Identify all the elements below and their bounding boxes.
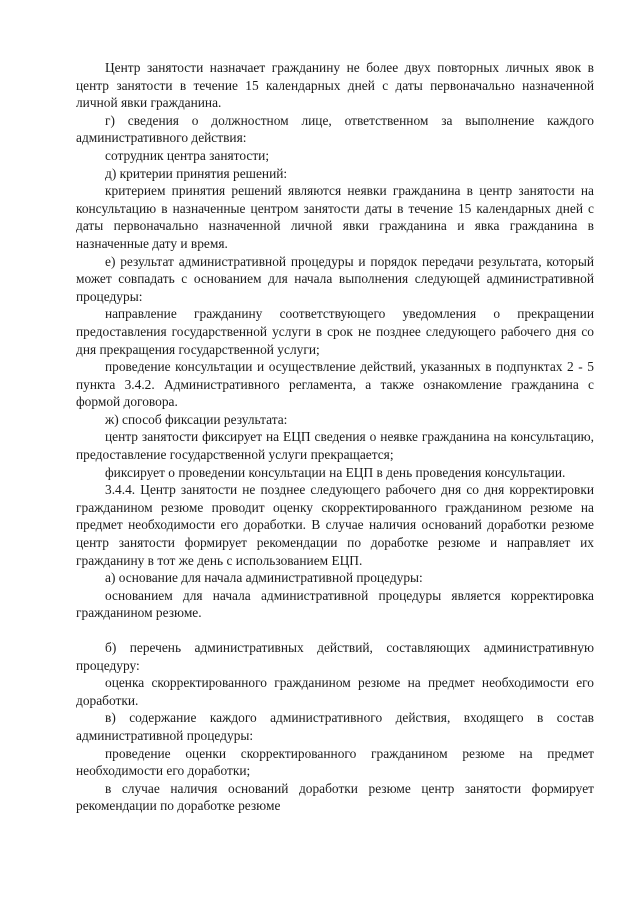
paragraph: г) сведения о должностном лице, ответственном за выполнение каждого административного действия: — [76, 112, 594, 146]
paragraph: д) критерии принятия решений: — [105, 165, 288, 181]
paragraph: б) перечень административных действий, составляющих административную процедуру: — [76, 640, 594, 673]
paragraph: центр занятости фиксирует на ЕЦП сведения о неявке гражданина на консультацию, предоставление государственной услуги прекращается; — [76, 429, 594, 463]
paragraph: критерием принятия решений являются неявки гражданина в центр занятости на консультацию в назначенные центром занятости даты в течение 15 календарных дней с даты первоначально назначенной личной явки гражданина и явка гражданина в назначенные дату и время. — [76, 183, 594, 251]
paragraph: е) результат административной процедуры и порядок передачи результата, который может совпадать с основанием для начала выполнения следующей административной процедуры: — [76, 253, 594, 304]
document-body — [76, 59, 594, 815]
paragraph: Центр занятости назначает гражданину не более двух повторных личных явок в центр занятости в течение 15 календарных дней с даты первоначально назначенной личной явки гражданина. — [76, 60, 594, 111]
paragraph: фиксирует о проведении консультации на ЕЦП в день проведения консультации. — [105, 464, 566, 480]
paragraph: 3.4.4. Центр занятости не позднее следующего рабочего дня со дня корректировки гражданином резюме проводит оценку скорректированного гражданином резюме на предмет необходимости его доработки. В случае наличия оснований доработки резюме центр занятости формирует рекомендации по доработке резюме и направляет их гражданину в тот же день с использованием ЕЦП. — [76, 482, 594, 568]
paragraph: направление гражданину соответствующего уведомления о прекращении предоставления государственной услуги в срок не позднее следующего рабочего дня со дня прекращения государственной услуги; — [76, 306, 594, 357]
paragraph: проведение оценки скорректированного гражданином резюме на предмет необходимости его доработки; — [76, 745, 594, 779]
paragraph: а) основание для начала административной процедуры: — [105, 570, 423, 586]
paragraph: сотрудник центра занятости; — [105, 147, 270, 163]
paragraph: оценка скорректированного гражданином резюме на предмет необходимости его доработки. — [76, 675, 594, 708]
paragraph: в) содержание каждого административного действия, входящего в состав административной процедуры: — [76, 710, 594, 743]
paragraph: в случае наличия оснований доработки резюме центр занятости формирует рекомендации по доработке резюме — [76, 780, 594, 814]
paragraph: ж) способ фиксации результата: — [105, 411, 288, 427]
paragraph: основанием для начала административной процедуры является корректировка гражданином резюме. — [76, 587, 594, 621]
paragraph: проведение консультации и осуществление действий, указанных в подпунктах 2 - 5 пункта 3.4.2. Административного регламента, а также ознакомление гражданина с формой договора. — [76, 359, 594, 410]
